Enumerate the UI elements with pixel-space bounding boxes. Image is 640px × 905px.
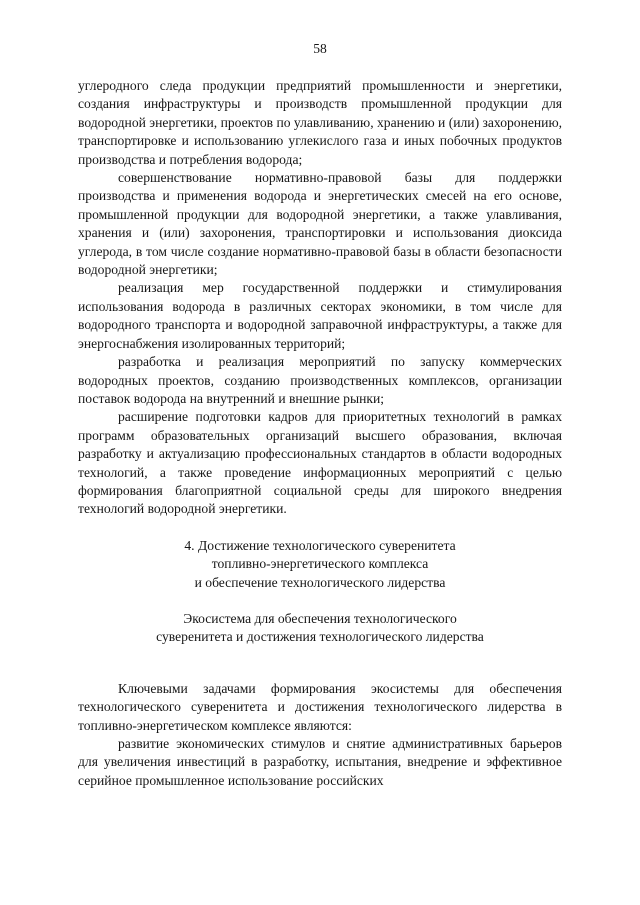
subsection-heading	[78, 610, 562, 647]
section-heading-line: 4. Достижение технологического суверенитета	[184, 537, 456, 553]
section-heading-line: и обеспечение технологического лидерства	[194, 574, 446, 590]
subsection-heading-line: Экосистема для обеспечения технологического	[183, 610, 457, 626]
subsection-heading-line: суверенитета и достижения технологического лидерства	[156, 629, 484, 645]
section-heading-line: топливно-энергетического комплекса	[211, 556, 429, 572]
paragraph-state-support: реализация мер государственной поддержки и стимулирования использования водорода в различных секторах экономики, в том числе для водородного транспорта и водородной заправочной инфраструктуры, а также для энергоснабжения изолированных территорий;	[78, 280, 562, 351]
paragraph-regulatory-framework: совершенствование нормативно-правовой базы для поддержки производства и применения водорода и энергетических смесей на его основе, промышленной продукции для водородной энергетики, а также улавливания, хранения и (или) захоронения, транспортировки и использования диоксида углерода, в том числе создание нормативно-правовой базы в области безопасности водородной энергетики;	[78, 170, 562, 278]
paragraph-personnel-training: расширение подготовки кадров для приоритетных технологий в рамках программ образовательных организаций высшего образования, включая разработку и актуализацию профессиональных стандартов в области водородных технологий, а также проведение информационных мероприятий с целью формирования благоприятной социальной среды для широкого внедрения технологий водородной энергетики.	[78, 409, 562, 517]
section-heading	[78, 537, 562, 592]
paragraph-economic-incentives: развитие экономических стимулов и снятие административных барьеров для увеличения инвестиций в разработку, испытания, внедрение и эффективное серийное промышленное использование российских	[78, 736, 562, 788]
paragraph-key-tasks: Ключевыми задачами формирования экосистемы для обеспечения технологического суверенитета и достижения технологического лидерства в топливно-энергетическом комплексе являются:	[78, 680, 562, 733]
paragraph-carbon-footprint: углеродного следа продукции предприятий промышленности и энергетики, создания инфраструктуры и производств промышленной продукции для водородной энергетики, проектов по улавливанию, хранению и (или) захоронению, транспортировке и использованию углекислого газа и иных побочных продуктов производства и потребления водорода;	[78, 78, 562, 167]
paragraph-commercial-projects: разработка и реализация мероприятий по запуску коммерческих водородных проектов, созданию производственных комплексов, организации поставок водорода на внутренний и внешние рынки;	[78, 354, 562, 406]
body-text	[78, 77, 562, 790]
page-number: 58	[313, 41, 327, 56]
